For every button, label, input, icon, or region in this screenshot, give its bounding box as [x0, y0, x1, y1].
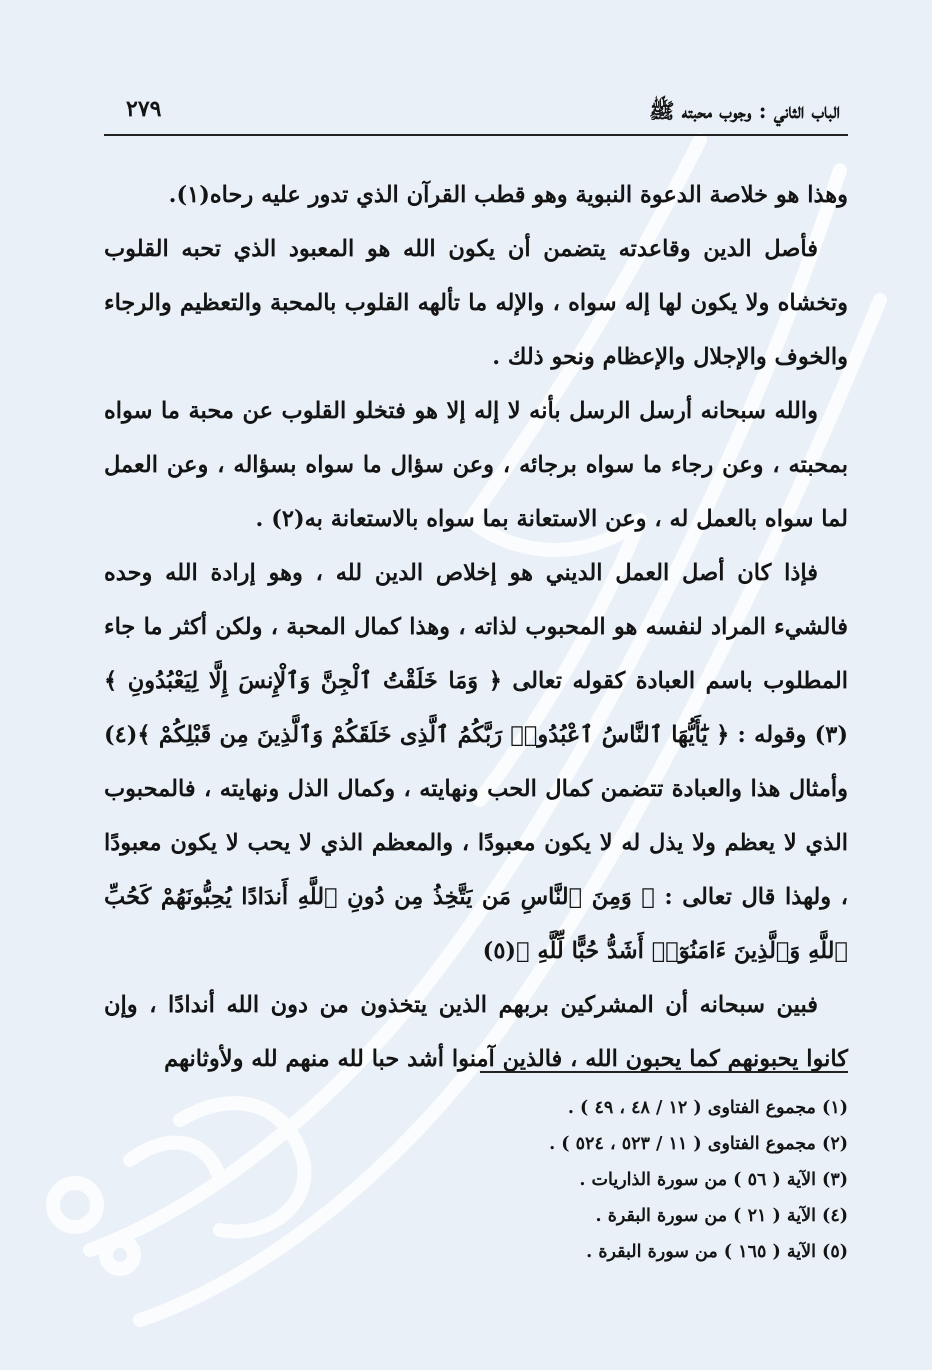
main-text: [104, 168, 848, 1086]
paragraph-3: والله سبحانه أرسل الرسل بأنه لا إله إلا هو فتخلو القلوب عن محبة ما سواه بمحبته ، وعن رجاء ما سواه برجائه ، وعن سؤال ما سواه بسؤاله ، وعن العمل لما سواه بالعمل له ، وعن الاستعانة بما سواه بالاستعانة به(٢) .: [104, 398, 848, 532]
page-number: ٢٧٩: [126, 96, 162, 122]
paragraph-4: فإذا كان أصل العمل الديني هو إخلاص الدين لله ، وهو إرادة الله وحده فالشيء المراد لنفسه هو المحبوب لذاته ، وهذا كمال المحبة ، ولكن أكثر ما جاء المطلوب باسم العبادة كقوله تعالى ﴿ وَمَا خَلَقْتُ ٱلْجِنَّ وَٱلْإِنسَ إِلَّا لِيَعْبُدُونِ ﴾(٣) وقوله : ﴿ يَٰٓأَيُّهَا ٱلنَّاسُ ٱعْبُدُوا۟ رَبَّكُمُ ٱلَّذِى خَلَقَكُمْ وَٱلَّذِينَ مِن قَبْلِكُمْ ﴾(٤) وأمثال هذا والعبادة تتضمن كمال الحب ونهايته ، وكمال الذل ونهايته ، فالمحبوب الذي لا يعظم ولا يذل له لا يكون معبودًا ، والمعظم الذي لا يحب لا يكون معبودًا ، ولهذا قال تعالى : ﴿ وَمِنَ ٱلنَّاسِ مَن يَتَّخِذُ مِن دُونِ ٱللَّهِ أَندَادًا يُحِبُّونَهُمْ كَحُبِّ ٱللَّهِ وَٱلَّذِينَ ءَامَنُوٓا۟ أَشَدُّ حُبًّا لِّلَّهِ ﴾(٥): [104, 560, 848, 964]
footnote-divider: [480, 1071, 848, 1073]
paragraph-1: وهذا هو خلاصة الدعوة النبوية وهو قطب القرآن الذي تدور عليه رحاه(١).: [168, 182, 848, 208]
paragraph-5: فبين سبحانه أن المشركين بربهم الذين يتخذون من دون الله أندادًا ، وإن كانوا يحبونهم كما يحبون الله ، فالذين آمنوا أشد حبا لله منهم لله ولأوثانهم: [104, 992, 848, 1072]
chapter-title: الباب الثاني : وجوب محبته ﷺ: [649, 98, 840, 123]
footnote-2: (٢) مجموع الفتاوى ( ١١ / ٥٢٣ ، ٥٢٤ ) .: [549, 1134, 848, 1154]
footnotes: [104, 1090, 848, 1270]
paragraph-2: فأصل الدين وقاعدته يتضمن أن يكون الله هو المعبود الذي تحبه القلوب وتخشاه ولا يكون لها إله سواه ، والإله ما تألهه القلوب بالمحبة والتعظيم والرجاء والخوف والإجلال والإعظام ونحو ذلك .: [104, 236, 848, 370]
page-header: [104, 90, 848, 136]
footnote-5: (٥) الآية ( ١٦٥ ) من سورة البقرة .: [586, 1242, 848, 1262]
footnote-4: (٤) الآية ( ٢١ ) من سورة البقرة .: [595, 1206, 848, 1226]
footnote-3: (٣) الآية ( ٥٦ ) من سورة الذاريات .: [579, 1170, 848, 1190]
footnote-1: (١) مجموع الفتاوى ( ١٢ / ٤٨ ، ٤٩ ) .: [567, 1098, 848, 1118]
